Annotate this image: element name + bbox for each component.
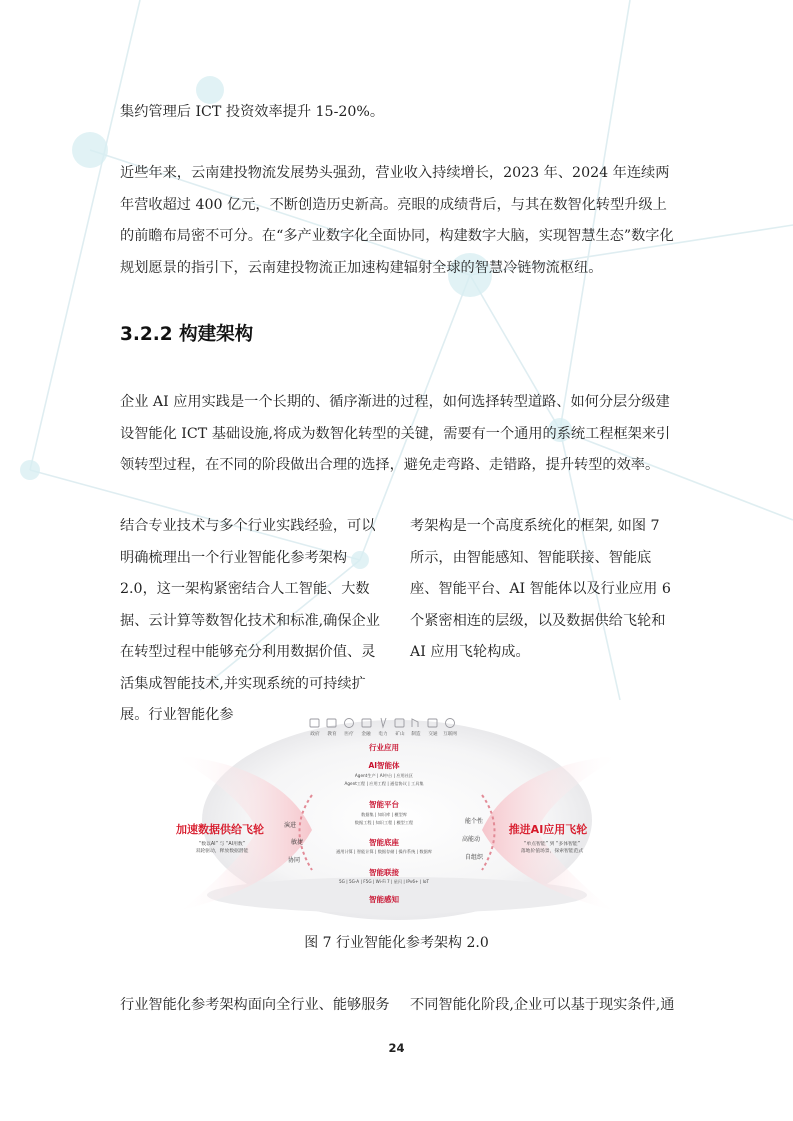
paragraph-ai-practice: 企业 AI 应用实践是一个长期的、循序渐进的过程，如何选择转型道路、如何分层分级建设智能化 ICT 基础设施,将成为数智化转型的关键，需要有一个通用的系统工程框架来引领转型过程，在不同的阶段做出合理的选择，避免走弯路、走错路，提升转型的效率。 bbox=[120, 394, 671, 473]
industry-label: 政府 bbox=[310, 732, 320, 737]
industry-label: 医疗 bbox=[344, 732, 354, 737]
page-number: 24 bbox=[388, 1041, 405, 1055]
platform-detail-1: 数据集 | 知识库 | 模型库 bbox=[361, 812, 407, 817]
layer-smart-platform: 智能平台 bbox=[369, 800, 399, 809]
paragraph-bottom-right: 不同智能化阶段,企业可以基于现实条件,通 bbox=[410, 997, 675, 1013]
left-stage-label: 演进 bbox=[283, 822, 297, 829]
agent-detail-2: Agent工程 | 应用工程 | 通信协议 | 工具集 bbox=[344, 781, 424, 786]
left-stage-label: 协同 bbox=[287, 857, 301, 864]
right-flywheel-title: 推进AI应用飞轮 bbox=[508, 823, 588, 836]
paragraph-growth: 近些年来，云南建投物流发展势头强劲，营业收入持续增长，2023 年、2024 年连续两年营收超过 400 亿元，不断创造历史新高。亮眼的成绩背后，与其在数智化转型升级上的前瞻布局密不可分。在“多产业数字化全面协同，构建数字大脑，实现智慧生态”数字化规划愿景的指引下，云南建投物流正加速构建辐射全球的智慧冷链物流枢纽。 bbox=[120, 165, 674, 276]
industry-labels bbox=[310, 730, 457, 737]
platform-detail-2: 数据工程 | 知识工程 | 模型工程 bbox=[354, 820, 414, 825]
industry-label: 电力 bbox=[378, 732, 388, 737]
right-flywheel-sub-1: “单点智能” 到 “多体智能” bbox=[523, 842, 581, 847]
right-stage-label: 高能动 bbox=[461, 836, 481, 843]
right-stage-label: 自组织 bbox=[464, 854, 484, 861]
paragraph-right-column: 考架构是一个高度系统化的框架, 如图 7 所示，由智能感知、智能联接、智能底座、智能平台、AI 智能体以及行业应用 6 个紧密相连的层级，以及数据供给飞轮和 AI 应用飞轮构成。 bbox=[410, 518, 671, 660]
industry-label: 互联网 bbox=[443, 732, 457, 737]
industry-label: 制造 bbox=[411, 732, 421, 737]
layer-ai-agent: AI智能体 bbox=[368, 761, 400, 770]
industry-label: 教育 bbox=[327, 732, 337, 737]
left-flywheel-sub-1: “数以AI” 与 “AI用数” bbox=[198, 842, 246, 847]
layer-smart-connect: 智能联接 bbox=[369, 868, 399, 877]
section-heading: 3.2.2 构建架构 bbox=[120, 324, 254, 345]
layer-industry-app: 行业应用 bbox=[369, 743, 399, 752]
layer-smart-base: 智能底座 bbox=[369, 838, 399, 847]
paragraph-left-column: 结合专业技术与多个行业实践经验，可以明确梳理出一个行业智能化参考架构 2.0，这一架构紧密结合人工智能、大数据、云计算等数智化技术和标准,确保企业在转型过程中能够充分利用数据价值、灵活集成智能技术,并实现系统的可持续扩展。行业智能化参 bbox=[120, 518, 380, 723]
left-flywheel-title: 加速数据供给飞轮 bbox=[176, 823, 264, 836]
base-detail: 通用计算 | 智能计算 | 数据存储 | 操作系统 | 数据库 bbox=[336, 849, 432, 854]
connect-detail: 5G | 5G-A | F5G | Wi-Fi 7 | 星闪 | IPv6+ | IoT bbox=[339, 879, 429, 884]
architecture-diagram bbox=[162, 710, 632, 922]
industry-label: 交通 bbox=[428, 732, 438, 737]
left-flywheel-sub-2: 双轮驱动，释放数据潜能 bbox=[195, 849, 249, 854]
paragraph-bottom-left: 行业智能化参考架构面向全行业、能够服务 bbox=[120, 997, 390, 1013]
architecture-figure bbox=[162, 710, 632, 922]
industry-label: 矿山 bbox=[395, 732, 405, 737]
industry-label: 金融 bbox=[361, 732, 371, 737]
left-stage-label: 敏捷 bbox=[290, 839, 304, 846]
layer-smart-sense: 智能感知 bbox=[369, 895, 399, 904]
figure-caption: 图 7 行业智能化参考架构 2.0 bbox=[304, 935, 489, 951]
paragraph-intro-end: 集约管理后 ICT 投资效率提升 15-20%。 bbox=[120, 104, 385, 120]
right-flywheel-sub-2: 落地价值场景，探索智能范式 bbox=[520, 849, 584, 854]
agent-detail-1: Agent生产 | AI中台 | 应用社区 bbox=[354, 773, 414, 778]
right-stage-label: 能个性 bbox=[464, 818, 484, 825]
